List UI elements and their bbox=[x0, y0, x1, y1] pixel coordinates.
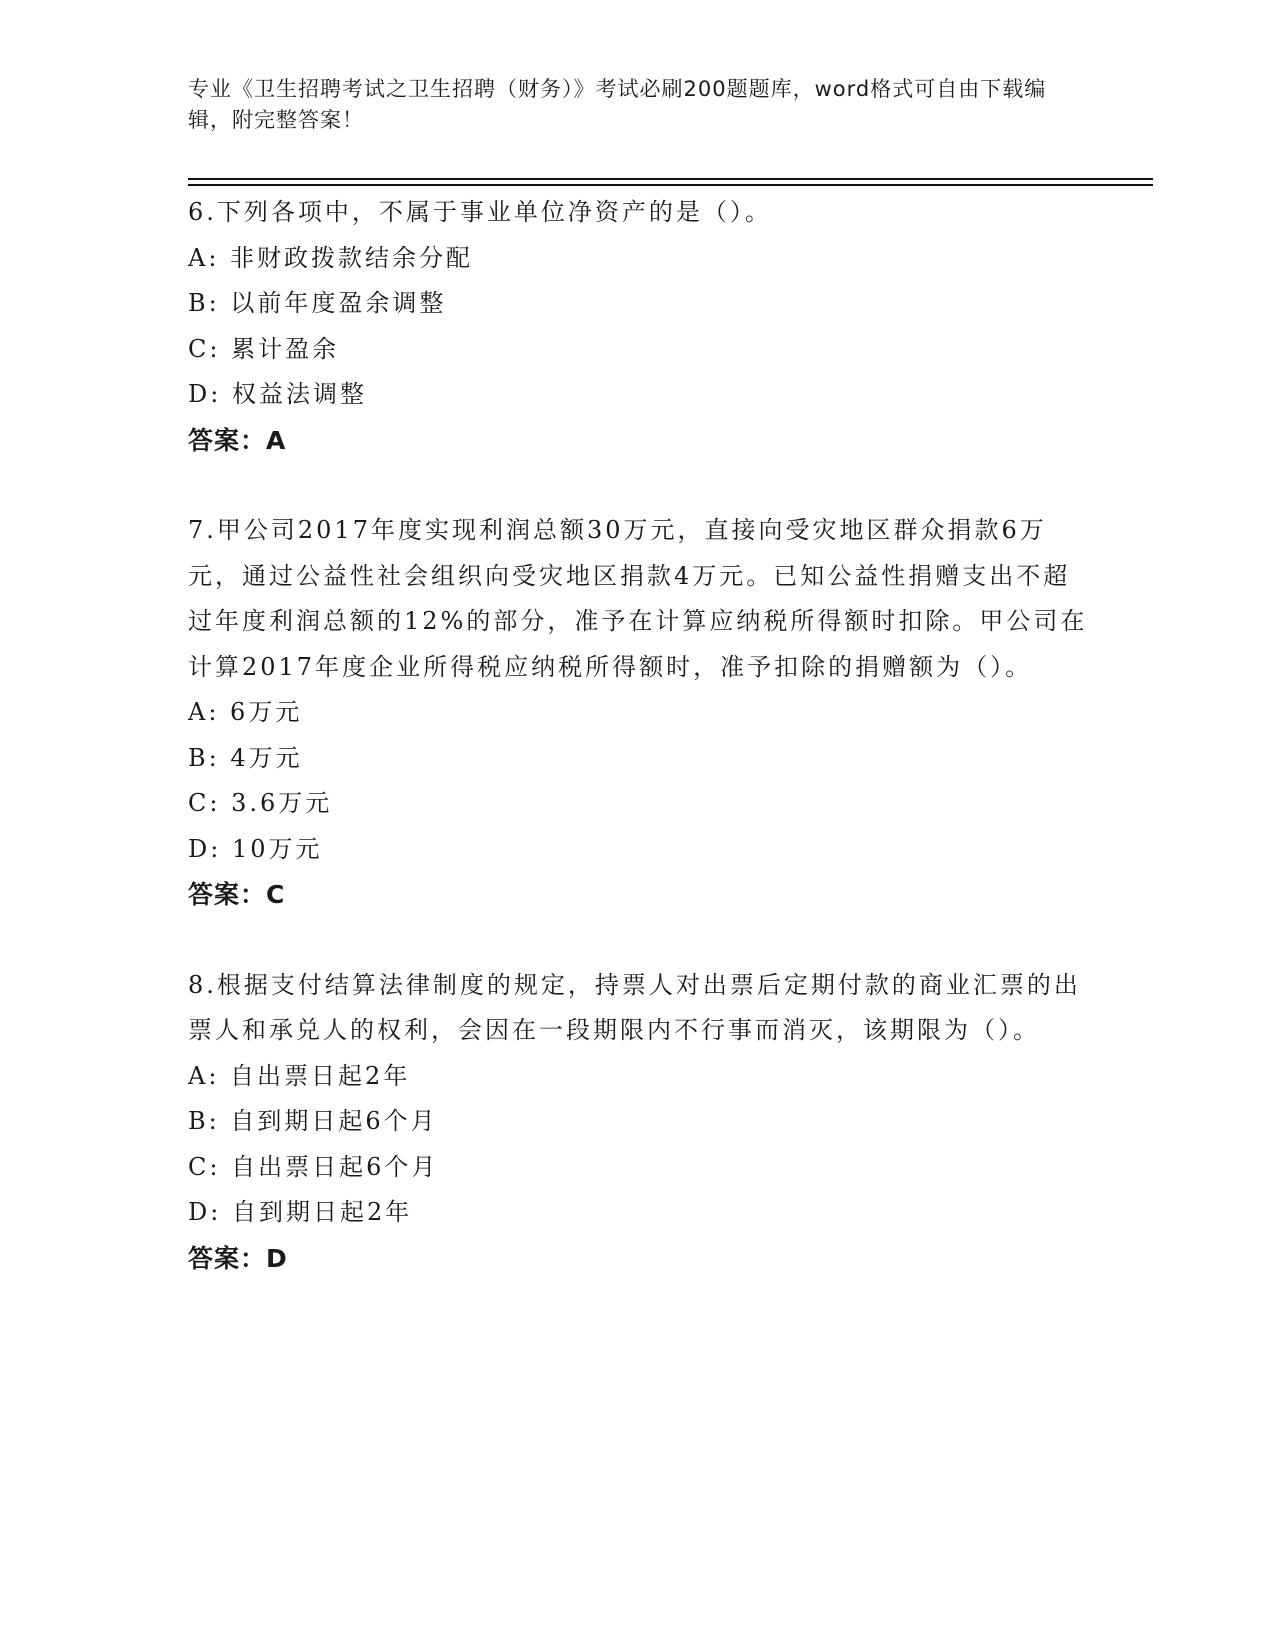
header-rule-top bbox=[188, 178, 1153, 180]
option-d: D: 权益法调整 bbox=[188, 380, 367, 408]
option-a: A: 自出票日起2年 bbox=[188, 1061, 411, 1090]
question-spacer bbox=[188, 918, 1088, 963]
option-a: A: 6万元 bbox=[188, 698, 303, 726]
option-b: B: 以前年度盈余调整 bbox=[188, 289, 447, 317]
header-rule-bottom bbox=[188, 184, 1153, 186]
answer: 答案：D bbox=[188, 1243, 288, 1273]
option-a: A: 非财政拨款结余分配 bbox=[188, 243, 474, 272]
option-c: C: 累计盈余 bbox=[188, 334, 340, 363]
option-b: B: 4万元 bbox=[188, 743, 303, 772]
question-7 bbox=[188, 508, 1088, 918]
option-d: D: 10万元 bbox=[188, 834, 323, 863]
document-header: 专业《卫生招聘考试之卫生招聘（财务）》考试必刷200题题库，word格式可自由下载编辑，附完整答案！ bbox=[188, 77, 1047, 132]
question-list bbox=[188, 190, 1088, 1281]
question-stem: 6.下列各项中，不属于事业单位净资产的是（）。 bbox=[188, 198, 772, 226]
question-spacer bbox=[188, 463, 1088, 508]
option-c: C: 3.6万元 bbox=[188, 789, 333, 817]
option-c: C: 自出票日起6个月 bbox=[188, 1152, 439, 1181]
option-b: B: 自到期日起6个月 bbox=[188, 1107, 438, 1135]
answer: 答案：C bbox=[188, 880, 286, 909]
answer: 答案：A bbox=[188, 425, 287, 455]
question-6 bbox=[188, 190, 1088, 463]
question-stem: 7.甲公司2017年度实现利润总额30万元，直接向受灾地区群众捐款6万元，通过公益性社会组织向受灾地区捐款4万元。已知公益性捐赠支出不超过年度利润总额的12%的部分，准予在计算应纳税所得额时扣除。甲公司在计算2017年度企业所得税应纳税所得额时，准予扣除的捐赠额为（）。 bbox=[188, 516, 1088, 681]
question-stem: 8.根据支付结算法律制度的规定，持票人对出票后定期付款的商业汇票的出票人和承兑人的权利，会因在一段期限内不行事而消灭，该期限为（）。 bbox=[188, 970, 1081, 1044]
question-8 bbox=[188, 963, 1088, 1282]
option-d: D: 自到期日起2年 bbox=[188, 1198, 413, 1226]
